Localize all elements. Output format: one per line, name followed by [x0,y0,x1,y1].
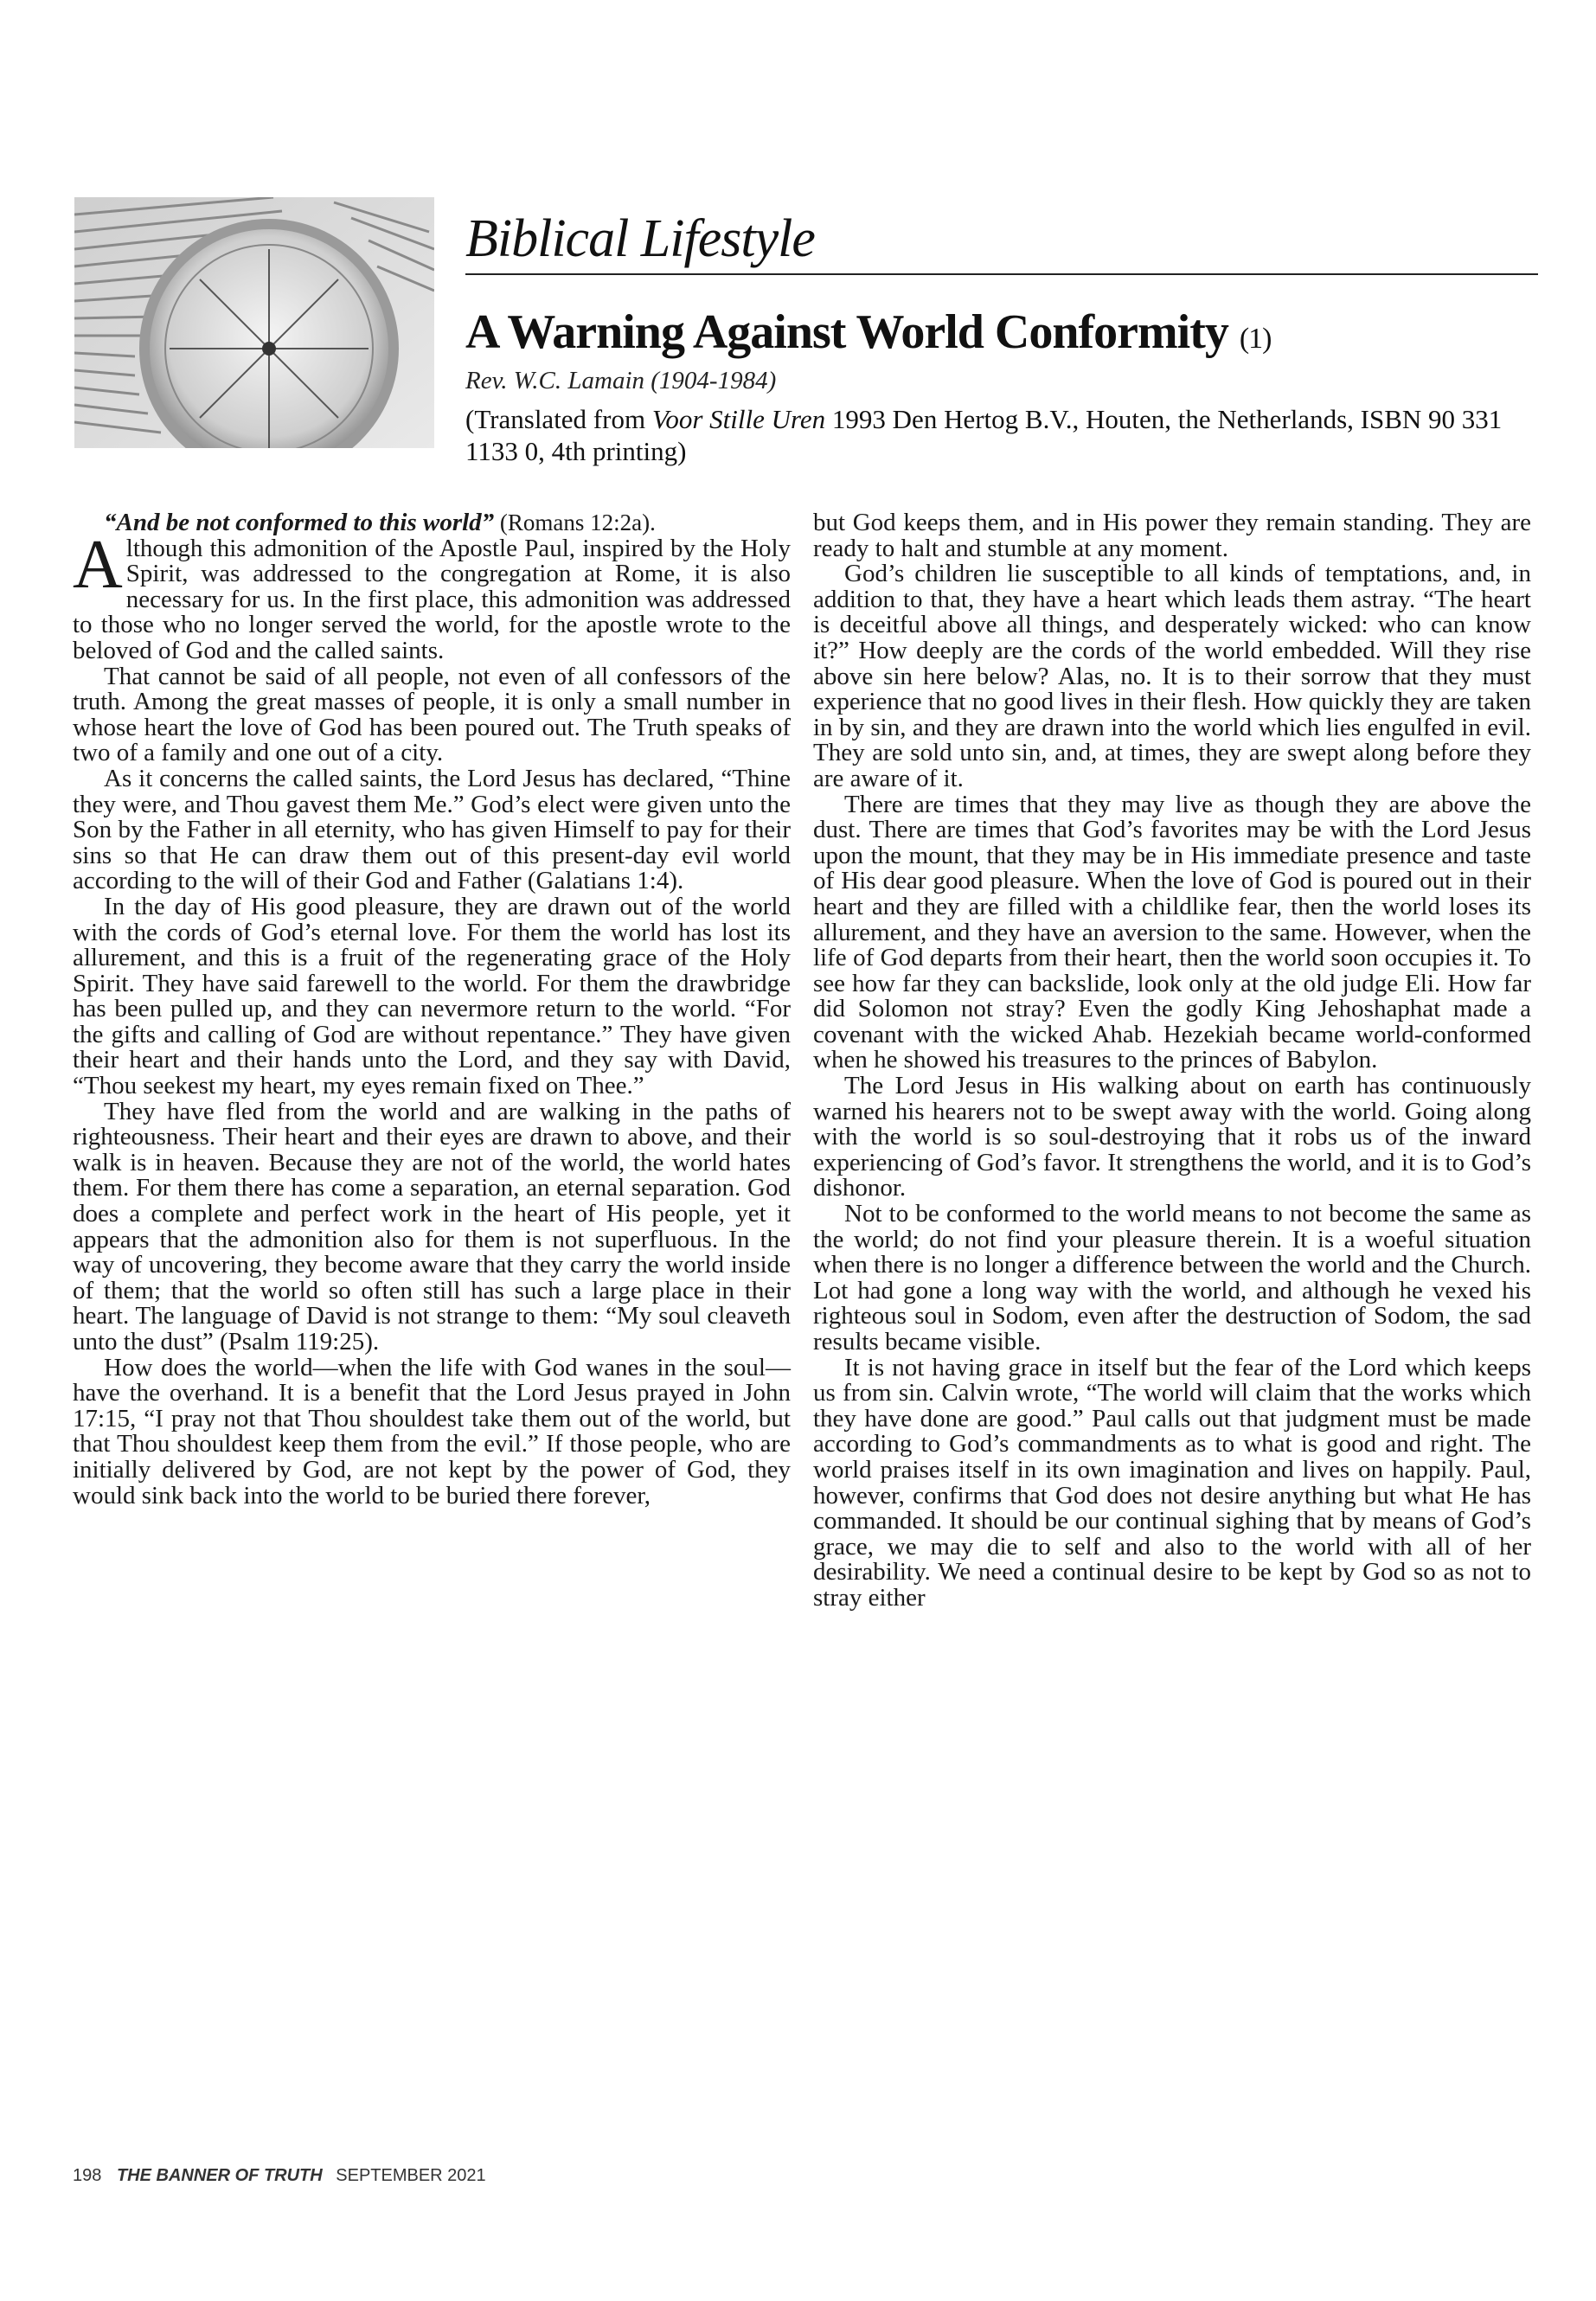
translation-source: Voor Stille Uren [651,404,826,434]
body-paragraph: They have fled from the world and are walking in the paths of righteousness. Their heart and their eyes are drawn to above, and their walk is in heaven. Because they are not of the world, the world hates them. For them there has come a separation, an eternal separation. God does a complete and perfect work in the heart of His people, yet it appears that the admonition also for them is not superfluous. In the way of uncovering, they become aware that they carry the world inside of them; that the world so often still has such a large place in their heart. The language of David is not strange to them: “My soul cleaveth unto the dust” (Psalm 119:25). [73,1097,791,1356]
magazine-name: THE BANNER OF TRUTH [116,2166,323,2185]
article-part: (1) [1239,323,1272,355]
first-paragraph-text: lthough this admonition of the Apostle Paul, inspired by the Holy Spirit, was addressed to the congregation at Rome, it is also necessary for us. In the first place, this admonition was addressed to those who no longer served the world, for the apostle wrote to the beloved of God and the called saints. [73,534,791,664]
epigraph-reference: (Romans 12:2a). [494,510,656,535]
body-paragraph: As it concerns the called saints, the Lord Jesus has declared, “Thine they were, and Thou gavest them Me.” God’s elect were given unto the Son by the Father in all eternity, who has given Himself to pay for their sins so that He can draw them out of this present-day evil world according to the will of their God and Father (Galatians 1:4). [73,764,791,895]
translation-prefix: (Translated from [465,404,652,434]
translation-suffix: 1993 Den Hertog B.V., Houten, the Netherlands, ISBN 90 331 1133 0, 4th printing) [465,404,1503,466]
body-paragraph: Not to be conformed to the world means to not become the same as the world; do not find your pleasure therein. It is a woeful situation when there is no longer a difference between the world and the Church. Lot had gone a long way with the world, and although he vexed his righteous soul in Sodom, even after the destruction of Sodom, the sad results became visible. [813,1200,1531,1356]
body-paragraph: That cannot be said of all people, not even of all confessors of the truth. Among the great masses of people, it is only a small number in whose heart the love of God has been poured out. The Truth speaks of two of a family and one out of a city. [73,662,791,767]
right-column [813,510,1531,1612]
first-paragraph [73,526,791,664]
body-paragraph: How does the world—when the life with God wanes in the soul—have the overhand. It is a benefit that the Lord Jesus prayed in John 17:15, “I pray not that Thou shouldest take them out of the world, but that Thou shouldest keep them from the evil.” If those people, who are initially delivered by God, are not kept by the power of God, they would sink back into the world to be buried there forever, [73,1353,791,1509]
article-title [465,304,1272,360]
body-paragraph: God’s children lie susceptible to all kinds of temptations, and, in addition to that, they have a heart which leads them astray. “The heart is deceitful above all things, and desperately wicked: who can know it?” How deeply are the cords of the world embedded. Will they rise above sin here below? Alas, no. It is to their sorrow that they must experience that no good lives in their flesh. How quickly they are taken in by sin, and they are drawn into the world which lies engulfed in evil. They are sold unto sin, and, at times, they are swept along before they are aware of it. [813,560,1531,792]
page-number: 198 [73,2166,102,2185]
epigraph [73,510,791,536]
bible-compass-illustration [74,197,434,448]
drop-cap: A [73,526,123,603]
body-paragraph: It is not having grace in itself but the fear of the Lord which keeps us from sin. Calvin wrote, “The world will claim that the works which they have done are good.” Paul calls out that judgment must be made according to God’s commandments as to what is good and right. The world praises itself in its own imagination and lives on happily. Paul, however, confirms that God does not desire anything but what He has commanded. It should be our continual sighing that by means of God’s grace, we may die to self and also to the world with all of her desirability. We need a continual desire to be kept by God so as not to stray either [813,1353,1531,1612]
left-column [73,510,791,1509]
issue-date: SEPTEMBER 2021 [336,2166,486,2185]
continuation-paragraph: but God keeps them, and in His power they remain standing. They are ready to halt and stumble at any moment. [813,509,1531,562]
article-title-text: A Warning Against World Conformity [465,305,1228,359]
translation-note [465,403,1538,467]
body-paragraph: The Lord Jesus in His walking about on earth has continuously warned his hearers not to be swept away with the world. Going along with the world is so soul-destroying that it robs us of the inward experiencing of God’s favor. It strengthens the world, and it is to God’s dishonor. [813,1072,1531,1202]
author-byline: Rev. W.C. Lamain (1904-1984) [465,367,777,394]
section-title-bar [465,206,1538,275]
section-title: Biblical Lifestyle [465,209,815,268]
body-paragraph: In the day of His good pleasure, they are drawn out of the world with the cords of God’s eternal love. For them the world has lost its allurement, and this is a fruit of the regenerating grace of the Holy Spirit. They have said farewell to the world. For them the drawbridge has been pulled up, and they can nevermore return to the world. “For the gifts and calling of God are without repentance.” They have given their heart and their hands unto the Lord, and they say with David, “Thou seekest my heart, my eyes remain fixed on Thee.” [73,892,791,1100]
body-paragraph: There are times that they may live as though they are above the dust. There are times that God’s favorites may be with the Lord Jesus upon the mount, that they may be in His immediate presence and taste of His dear good pleasure. When the love of God is poured out in their heart and they are filled with a childlike fear, then the world loses its allurement, and they have an aversion to the same. However, when the life of God departs from their heart, then the world soon occupies it. To see how far they can backslide, look only at the old judge Eli. How far did Solomon not stray? Even the godly King Jehoshaphat made a covenant with the wicked Ahab. Hezekiah became world-conformed when he showed his treasures to the princes of Babylon. [813,790,1531,1074]
epigraph-quote: “And be not conformed to this world” [104,509,495,536]
bible-compass-image [74,197,434,448]
page-footer [73,2166,486,2186]
